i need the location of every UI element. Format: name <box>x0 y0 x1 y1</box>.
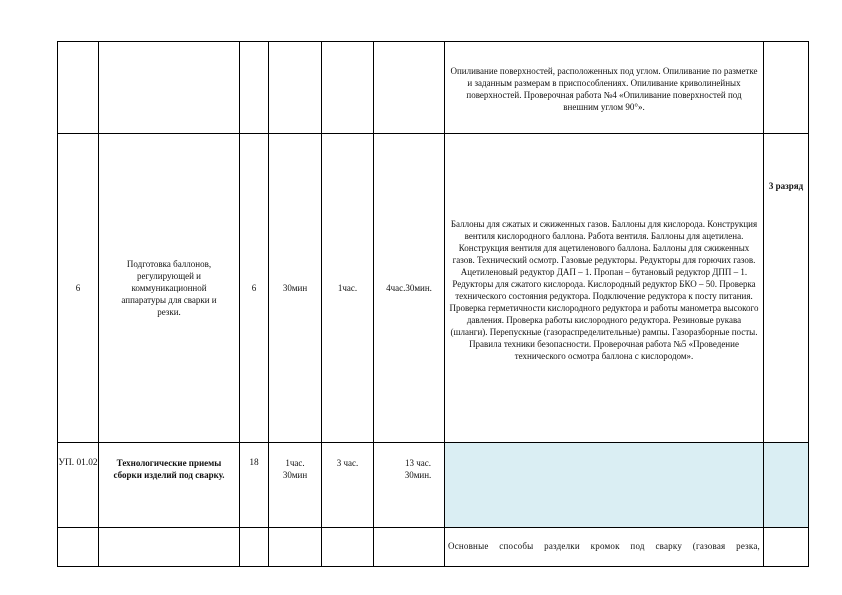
practice-hours-cell: 4час.30мин. <box>374 134 445 443</box>
lab-hours-cell: 1час. <box>322 134 374 443</box>
row-number-cell <box>58 42 99 134</box>
curriculum-table <box>57 41 809 567</box>
content-cell: Основные способы разделки кромок под сварку (газовая резка, <box>445 528 764 567</box>
hours-cell: 18 <box>240 443 269 528</box>
rank-cell <box>764 528 809 567</box>
topic-cell: Технологические приемы сборки изделий под сварку. <box>99 443 240 528</box>
practice-hours-cell: 13 час. 30мин. <box>374 443 445 528</box>
practice-hours-cell <box>374 528 445 567</box>
rank-cell <box>764 443 809 528</box>
row-number-cell: УП. 01.02 <box>58 443 99 528</box>
table-row <box>58 134 809 443</box>
theory-hours-cell: 30мин <box>269 134 322 443</box>
lab-hours-cell <box>322 528 374 567</box>
row-number-cell: 6 <box>58 134 99 443</box>
hours-cell: 6 <box>240 134 269 443</box>
hours-cell <box>240 42 269 134</box>
topic-cell: Подготовка баллонов, регулирующей и коммуникационной аппаратуры для сварки и резки. <box>99 134 240 443</box>
row-number-cell <box>58 528 99 567</box>
theory-hours-cell <box>269 42 322 134</box>
theory-hours-cell <box>269 528 322 567</box>
content-cell: Баллоны для сжатых и сжиженных газов. Баллоны для кислорода. Конструкция вентиля кислородного баллона. Работа вентиля. Баллоны для ацетилена. Конструкция вентиля для ацетиленового баллона. Баллоны для сжиженных газов. Технический осмотр. Газовые редукторы. Редукторы для горючих газов. Ацетиленовый редуктор ДАП – 1. Пропан – бутановый редуктор ДПП – 1. Редукторы для сжатого кислорода. Кислородный редуктор БКО – 50. Проверка технического состояния редуктора. Подключение редуктора к посту питания. Проверка герметичности кислородного редуктора и работы манометра высокого давления. Проверка работы кислородного редуктора. Резиновые рукава (шланги). Перепускные (газораспределительные) рампы. Газоразборные посты. Правила техники безопасности. Проверочная работа №5 «Проведение технического осмотра баллона с кислородом». <box>445 134 764 443</box>
table-row <box>58 528 809 567</box>
theory-hours-cell: 1час. 30мин <box>269 443 322 528</box>
topic-cell <box>99 528 240 567</box>
lab-hours-cell <box>322 42 374 134</box>
content-cell <box>445 443 764 528</box>
content-cell: Опиливание поверхностей, расположенных под углом. Опиливание по разметке и заданным размерам в приспособлениях. Опиливание криволинейных поверхностей. Проверочная работа №4 «Опиливание поверхностей под внешним углом 90°». <box>445 42 764 134</box>
rank-cell: 3 разряд <box>764 134 809 443</box>
topic-cell <box>99 42 240 134</box>
table-row <box>58 42 809 134</box>
rank-cell <box>764 42 809 134</box>
practice-hours-cell <box>374 42 445 134</box>
hours-cell <box>240 528 269 567</box>
lab-hours-cell: 3 час. <box>322 443 374 528</box>
table-row <box>58 443 809 528</box>
